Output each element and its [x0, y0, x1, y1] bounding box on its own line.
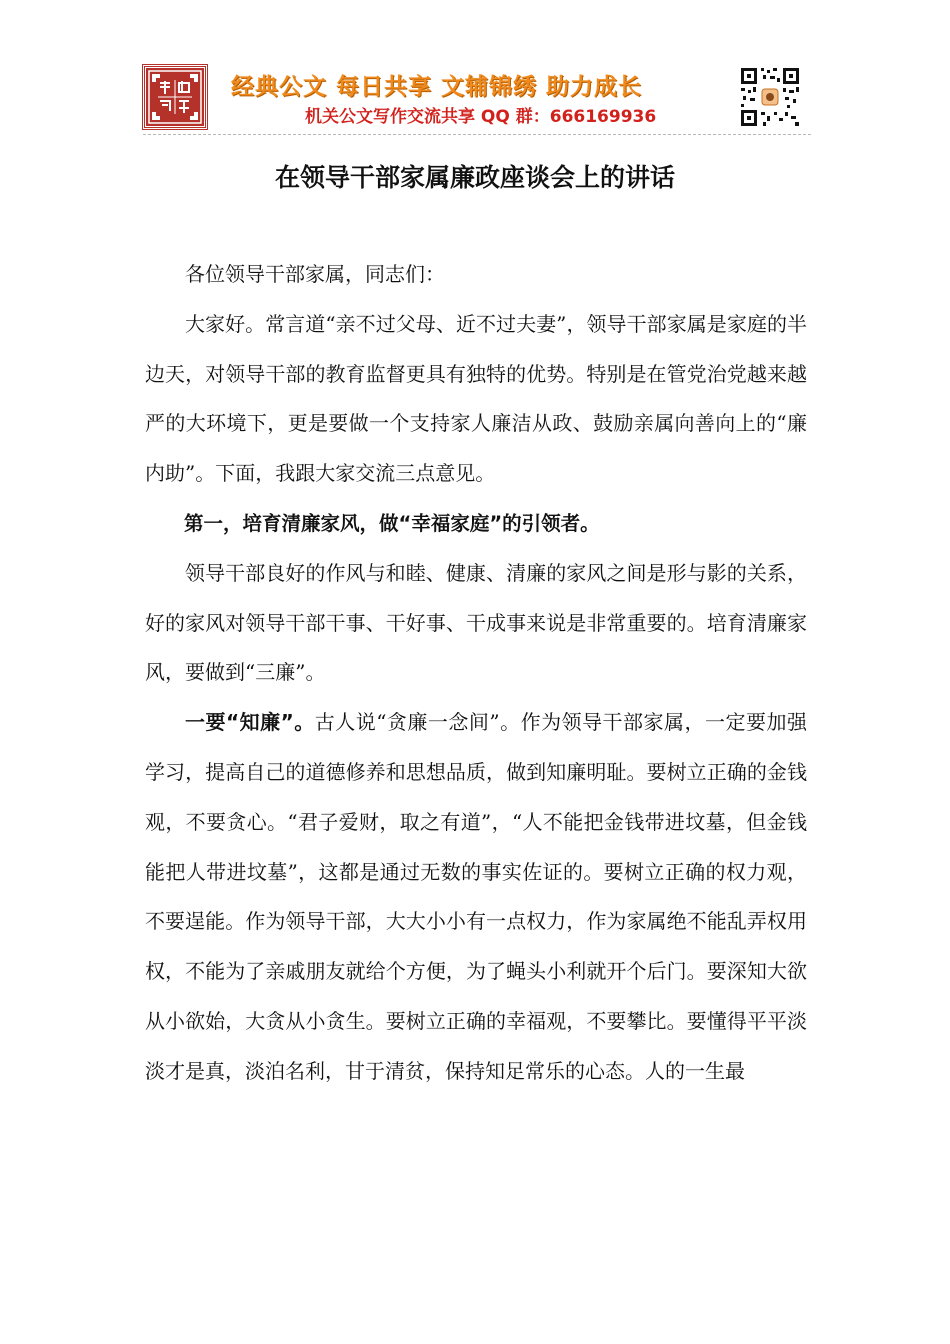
document-title: 在领导干部家属廉政座谈会上的讲话 — [274, 163, 675, 192]
seal-logo-icon — [146, 68, 204, 126]
qr-code-icon — [739, 66, 801, 128]
header-slogan: 经典公文 每日共享 文辅锦绣 助力成长 — [231, 74, 643, 100]
header-divider — [143, 134, 811, 135]
paragraph-text: 古人说“贪廉一念间”。作为领导干部家属，一定要加强学习，提高自己的道德修养和思想品质，做到知廉明耻。要树立正确的金钱观，不要贪心。“君子爱财，取之有道”，“人不能把金钱带进坟墓，但金钱能把人带进坟墓”，这都是通过无数的事实佐证的。要树立正确的权力观，不要逞能。作为领导干部，大大小小有一点权力，作为家属绝不能乱弄权用权，不能为了亲戚朋友就给个方便，为了蝇头小利就开个后门。要深知大欲从小欲始，大贪从小贪生。要树立正确的幸福观，不要攀比。要懂得平平淡淡才是真，淡泊名利，甘于清贫，保持知足常乐的心态。人的一生最 — [145, 710, 807, 1083]
salutation: 各位领导干部家属，同志们： — [185, 262, 445, 286]
document-body — [145, 250, 807, 1097]
page-header — [143, 62, 811, 134]
paragraph-intro: 大家好。常言道“亲不过父母、近不过夫妻”，领导干部家属是家庭的半边天，对领导干部的教育监督更具有独特的优势。特别是在管党治党越来越严的大环境下，更是要做一个支持家人廉洁从政、鼓励亲属向善向上的“廉内助”。下面，我跟大家交流三点意见。 — [145, 311, 807, 486]
paragraph-family-style: 领导干部良好的作风与和睦、健康、清廉的家风之间是形与影的关系，好的家风对领导干部干事、干好事、干成事来说是非常重要的。培育清廉家风，要做到“三廉”。 — [145, 560, 807, 685]
paragraph-know-integrity — [145, 698, 807, 1096]
logo — [143, 65, 207, 129]
section-heading-1: 第一，培育清廉家风，做“幸福家庭”的引领者。 — [184, 511, 600, 535]
qq-group-line: 机关公文写作交流共享 QQ 群：666169936 — [305, 107, 657, 127]
paragraph-lead: 一要“知廉”。 — [185, 710, 315, 735]
